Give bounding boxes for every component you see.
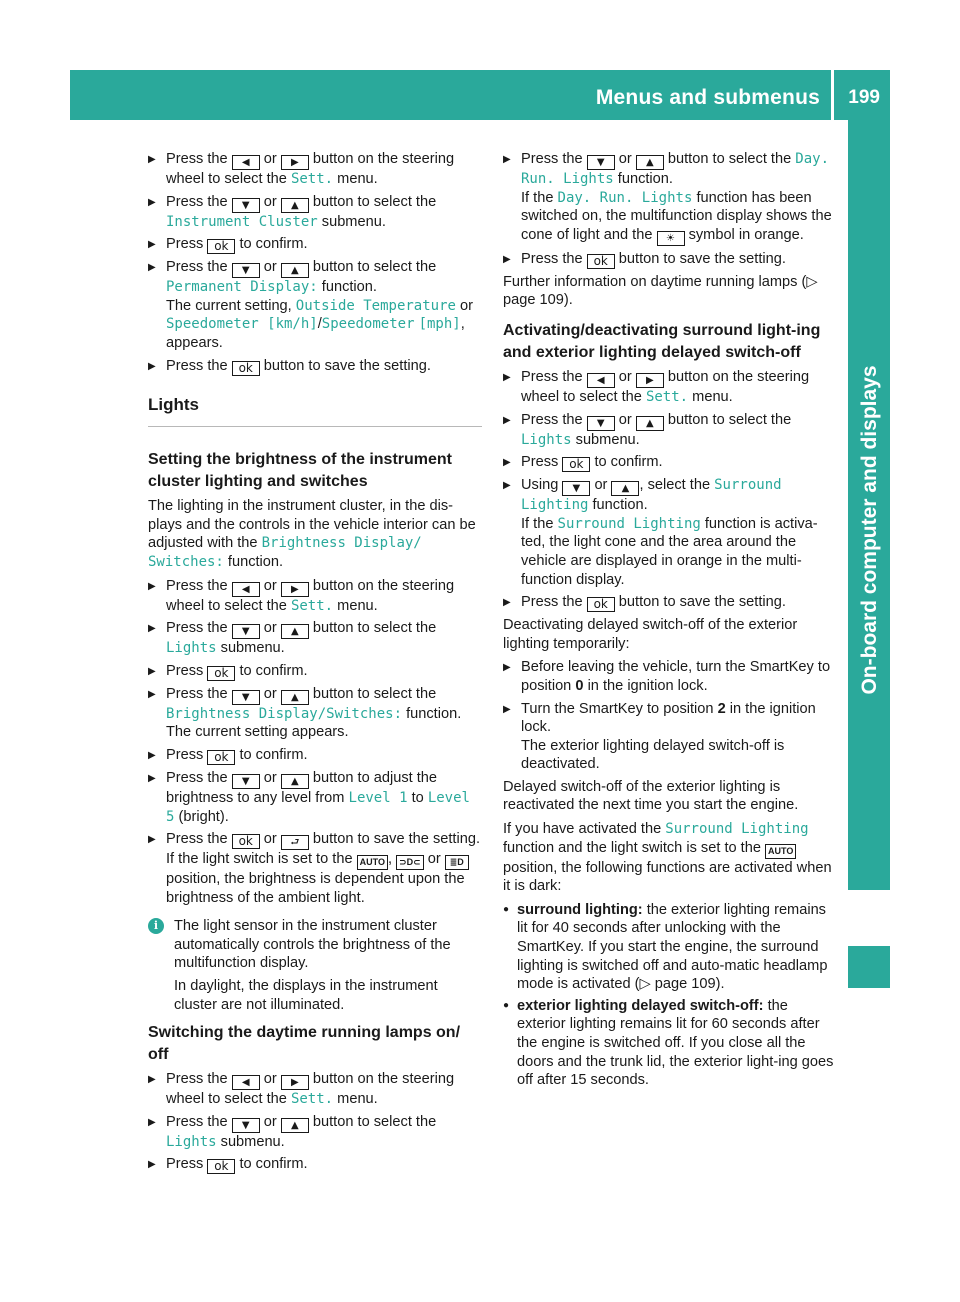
step-select-permanent-display [148, 258, 482, 352]
text-fragment: function. [321, 279, 377, 296]
text-fragment: or [263, 577, 277, 594]
menu-term: Speedometer [km/h] [166, 316, 318, 333]
down-arrow-key-icon: ▼ [232, 690, 260, 705]
right-arrow-key-icon: ▶ [281, 582, 309, 597]
text-fragment: function. [617, 171, 673, 187]
down-arrow-key-icon: ▼ [232, 198, 260, 213]
text-fragment: button to select the [312, 685, 437, 702]
text-fragment: menu. [337, 597, 378, 614]
down-arrow-key-icon: ▼ [562, 481, 590, 496]
left-arrow-key-icon: ◀ [232, 582, 260, 597]
text-fragment: or [263, 1071, 277, 1088]
menu-term: Day. Run. Lights [557, 189, 693, 206]
step-save [503, 593, 837, 612]
text-fragment: or [263, 259, 277, 276]
text-fragment: to [411, 789, 424, 806]
down-arrow-key-icon: ▼ [232, 624, 260, 639]
section-title: Menus and submenus [595, 86, 820, 109]
text-fragment: to confirm. [594, 454, 663, 471]
text-fragment: Press the [166, 685, 228, 702]
text-fragment: to confirm. [239, 746, 308, 763]
text-fragment: Turn the SmartKey to position [521, 700, 714, 717]
menu-term: Lights [166, 640, 217, 657]
text-fragment: wheel to select the [166, 597, 287, 614]
menu-term: Lights [521, 431, 572, 448]
text-fragment: Press the [521, 368, 583, 385]
header-separator [831, 70, 834, 120]
step-select-surround-lighting [503, 476, 837, 589]
text-fragment: Press the [166, 831, 228, 848]
step-confirm [148, 235, 482, 254]
text-fragment: button to save the setting. [618, 250, 786, 267]
left-arrow-key-icon: ◀ [232, 155, 260, 170]
text-fragment: Press the [166, 577, 228, 594]
step-confirm [503, 453, 837, 472]
text-fragment: or [618, 151, 632, 167]
text-fragment: Press [166, 746, 204, 763]
text-fragment: / [317, 316, 322, 333]
info-note [148, 917, 482, 1014]
text-fragment: , appears. [166, 316, 465, 351]
text-fragment: menu. [337, 1091, 378, 1108]
text-fragment: or [618, 368, 632, 385]
text-fragment: symbol in orange. [688, 226, 804, 243]
up-arrow-key-icon: ▲ [281, 263, 309, 278]
text-fragment: , select the [639, 477, 711, 494]
step-smartkey-position-0 [503, 658, 837, 695]
step-select-sett-menu [148, 577, 482, 616]
daytime-light-icon: ☀ [657, 231, 685, 246]
step-adjust-brightness [148, 769, 482, 826]
text-fragment: button to save the setting. [312, 831, 481, 848]
text-fragment: function. [406, 705, 462, 722]
text-fragment: menu. [692, 388, 733, 405]
ok-key-icon: ok [207, 239, 235, 254]
ok-key-icon: ok [587, 254, 615, 269]
text-fragment: Press the [521, 250, 583, 267]
text-fragment: function. [227, 553, 284, 570]
down-arrow-key-icon: ▼ [587, 155, 615, 170]
ok-key-icon: ok [232, 834, 260, 849]
step-select-lights [148, 1113, 482, 1152]
text-fragment: or [263, 685, 277, 702]
text-fragment: button to select the [667, 151, 792, 167]
up-arrow-key-icon: ▲ [611, 481, 639, 496]
text-fragment: the exterior lighting remains lit for 60 seconds after the engine is switched off. If you close all the doors and the trunk lid, the exterior light-ing goes off after 15 seconds. [517, 997, 834, 1089]
text-fragment: button to select the [312, 1113, 437, 1130]
text-fragment: or [263, 831, 277, 848]
menu-term: Level 5 [166, 789, 470, 825]
text-fragment: wheel to select the [521, 388, 642, 405]
up-arrow-key-icon: ▲ [281, 1118, 309, 1133]
text-fragment: button on the steering [312, 151, 455, 167]
text-fragment: in the ignition lock. [521, 700, 816, 736]
menu-term: Sett. [290, 171, 334, 187]
info-icon: i [148, 918, 164, 934]
step-confirm [148, 746, 482, 765]
text-fragment: The lighting in the instrument cluster, in the dis-plays and the controls in the vehicle interior can be adjusted with the [148, 498, 476, 552]
menu-term: Switches: [148, 553, 224, 570]
menu-term: Sett. [290, 597, 334, 614]
text-fragment: exterior lighting delayed switch-off: [517, 997, 764, 1014]
further-info [503, 273, 837, 310]
ok-key-icon: ok [587, 597, 615, 612]
auto-light-icon: AUTO [765, 844, 796, 859]
step-save [503, 250, 837, 269]
text-fragment: page 109). [503, 292, 573, 309]
deactivating-text: Deactivating delayed switch-off of the exterior lighting temporarily: [503, 617, 798, 652]
text-fragment: The current setting, [166, 297, 292, 314]
text-fragment: wheel to select the [166, 171, 287, 187]
text-fragment: button to select the [312, 620, 437, 637]
back-key-icon: ⮐ [281, 835, 309, 850]
menu-term: Surround Lighting [557, 515, 701, 532]
header-bar [70, 70, 890, 120]
text-fragment: or [263, 620, 277, 637]
text-fragment: or [263, 151, 277, 167]
text-fragment: submenu. [321, 213, 386, 230]
step-select-brightness [148, 685, 482, 742]
text-fragment: button to save the setting. [618, 594, 786, 611]
text-fragment: or [263, 193, 277, 210]
step-select-sett-menu [503, 368, 837, 407]
text-fragment: or [427, 851, 441, 868]
menu-term: Speedometer [321, 316, 415, 333]
down-arrow-key-icon: ▼ [232, 1118, 260, 1133]
menu-term: Surround Lighting [665, 821, 809, 838]
right-arrow-key-icon: ▶ [636, 373, 664, 388]
down-arrow-key-icon: ▼ [232, 774, 260, 789]
menu-term: Outside Temperature [295, 297, 456, 314]
menu-term: Surround [714, 477, 782, 494]
up-arrow-key-icon: ▲ [636, 416, 664, 431]
text-fragment: wheel to select the [166, 1091, 287, 1108]
text-fragment: Further information on daytime running lamps ( [503, 273, 807, 290]
up-arrow-key-icon: ▲ [281, 624, 309, 639]
text-fragment: button to adjust the brightness to any level from [166, 769, 438, 806]
subsection-heading-surround: Activating/deactivating surround light-ing and exterior lighting delayed switch-off [503, 321, 821, 361]
text-fragment: If the [521, 515, 554, 532]
text-fragment: submenu. [220, 640, 285, 657]
if-activated-text [503, 820, 837, 896]
ok-key-icon: ok [207, 1159, 235, 1174]
text-fragment: or [263, 1113, 277, 1130]
text-fragment: Using [521, 477, 559, 494]
parking-light-icon: ⊃D⊂ [396, 855, 424, 870]
low-beam-icon: ≣D [445, 855, 469, 870]
reactivated-text: Delayed switch-off of the exterior lighting is reactivated the next time you start the engine. [503, 778, 799, 814]
text-fragment: function has been switched on, the multifunction display shows the cone of light and the [521, 189, 832, 243]
page-ref-icon: ▷ [639, 976, 651, 993]
text-fragment: The current setting appears. [166, 724, 349, 741]
text-fragment: to confirm. [239, 236, 308, 253]
info-text-1: The light sensor in the instrument cluster automatically controls the brightness of the multifunction display. [174, 918, 451, 972]
text-fragment: Press the [521, 594, 583, 611]
down-arrow-key-icon: ▼ [587, 416, 615, 431]
step-select-sett-menu [148, 150, 482, 189]
brightness-intro [148, 497, 482, 571]
text-fragment: function. [592, 497, 648, 514]
up-arrow-key-icon: ▲ [281, 198, 309, 213]
text-fragment: 2 [717, 700, 726, 717]
text-fragment: position, the brightness is dependent upon the brightness of the ambient light. [166, 871, 465, 906]
step-select-lights [148, 619, 482, 658]
text-fragment: Press the [166, 259, 228, 276]
step-smartkey-position-2 [503, 700, 837, 774]
menu-term: Sett. [645, 388, 689, 405]
text-fragment: Press the [521, 411, 583, 428]
text-fragment: to confirm. [239, 662, 308, 679]
ok-key-icon: ok [207, 666, 235, 681]
subsection-heading-drl: Switching the daytime running lamps on/ off [148, 1024, 461, 1064]
text-fragment: or [594, 477, 608, 494]
text-fragment: the exterior lighting remains lit for 40 seconds after unlocking with the SmartKey. If you start the engine, the surround lighting is switched off and auto-matic headlamp mode is activated ( [517, 901, 828, 993]
right-arrow-key-icon: ▶ [281, 1075, 309, 1090]
section-heading-lights: Lights [148, 396, 482, 428]
text-fragment: Press [166, 236, 204, 253]
text-fragment: button to save the setting. [263, 357, 431, 374]
step-save-brightness [148, 830, 482, 907]
text-fragment: The exterior lighting delayed switch-off is deactivated. [521, 737, 785, 773]
menu-term: Brightness Display/ [261, 535, 422, 552]
up-arrow-key-icon: ▲ [281, 774, 309, 789]
step-select-sett-menu [148, 1070, 482, 1109]
chapter-title: On-board computer and displays [858, 365, 881, 695]
info-text-2: In daylight, the displays in the instrument cluster are not illuminated. [174, 978, 438, 1013]
auto-light-icon: AUTO [357, 855, 388, 870]
text-fragment: menu. [337, 171, 378, 187]
ok-key-icon: ok [232, 361, 260, 376]
menu-term: Level 1 [348, 789, 408, 806]
bullet-exterior-delayed [503, 997, 837, 1090]
menu-term: Permanent Display: [166, 279, 318, 296]
text-fragment: Press [521, 454, 559, 471]
page-number: 199 [848, 87, 880, 108]
menu-term: Sett. [290, 1091, 334, 1108]
text-fragment: surround lighting: [517, 901, 643, 918]
menu-term: Lighting [521, 497, 589, 514]
text-fragment: button on the steering [667, 368, 810, 385]
text-fragment: to confirm. [239, 1156, 308, 1173]
left-arrow-key-icon: ◀ [587, 373, 615, 388]
text-fragment: function and the light switch is set to the [503, 839, 761, 856]
text-fragment: button to select the [312, 259, 437, 276]
text-fragment: , [387, 851, 393, 868]
text-fragment: page 109). [654, 976, 725, 993]
up-arrow-key-icon: ▲ [636, 155, 664, 170]
page-ref-icon: ▷ [806, 273, 818, 290]
text-fragment: position, the following functions are activated when it is dark: [503, 859, 832, 895]
text-fragment: Press the [166, 193, 228, 210]
menu-term: Day. Run. Lights [521, 151, 829, 187]
chapter-marker [848, 946, 890, 988]
text-fragment: Press [166, 1156, 204, 1173]
left-column [148, 150, 482, 1178]
text-fragment: Press the [166, 151, 228, 167]
text-fragment: Press the [166, 357, 228, 374]
text-fragment: button to select the [667, 411, 792, 428]
text-fragment: Press the [166, 1113, 228, 1130]
text-fragment: or [618, 411, 632, 428]
menu-term: Brightness Display/Switches: [166, 705, 403, 722]
text-fragment: 0 [575, 677, 584, 694]
text-fragment: If you have activated the [503, 821, 662, 838]
text-fragment: button on the steering [312, 577, 455, 594]
step-save [148, 357, 482, 376]
step-confirm [148, 1155, 482, 1174]
text-fragment: Press [166, 662, 204, 679]
text-fragment: submenu. [575, 431, 640, 448]
text-fragment: Press the [166, 769, 228, 786]
right-column [503, 150, 837, 1093]
text-fragment: button on the steering [312, 1071, 455, 1088]
ok-key-icon: ok [562, 457, 590, 472]
step-select-instrument-cluster [148, 193, 482, 232]
text-fragment: Press the [166, 1071, 228, 1088]
up-arrow-key-icon: ▲ [281, 690, 309, 705]
menu-term: [mph] [418, 316, 461, 333]
text-fragment: Before leaving the vehicle, turn the SmartKey to position [521, 659, 831, 694]
step-confirm [148, 662, 482, 681]
text-fragment: If the light switch is set to the [166, 851, 353, 868]
text-fragment: submenu. [220, 1133, 285, 1150]
right-arrow-key-icon: ▶ [281, 155, 309, 170]
step-select-day-run-lights [503, 150, 837, 246]
text-fragment: Press the [166, 620, 228, 637]
text-fragment: function is activa-ted, the light cone and the area around the vehicle are displayed in orange in the multi-function display. [521, 515, 818, 588]
bullet-surround-lighting [503, 901, 837, 994]
menu-term: Lights [166, 1133, 217, 1150]
text-fragment: in the ignition lock. [587, 677, 708, 694]
text-fragment: Press the [521, 151, 583, 167]
menu-term: Instrument Cluster [166, 213, 318, 230]
left-arrow-key-icon: ◀ [232, 1075, 260, 1090]
text-fragment: or [460, 297, 473, 314]
step-select-lights [503, 411, 837, 450]
text-fragment: If the [521, 189, 554, 206]
text-fragment: button to select the [312, 193, 437, 210]
down-arrow-key-icon: ▼ [232, 263, 260, 278]
subsection-heading-brightness: Setting the brightness of the instrument cluster lighting and switches [148, 451, 453, 491]
text-fragment: or [263, 769, 277, 786]
ok-key-icon: ok [207, 750, 235, 765]
text-fragment: (bright). [178, 808, 229, 825]
